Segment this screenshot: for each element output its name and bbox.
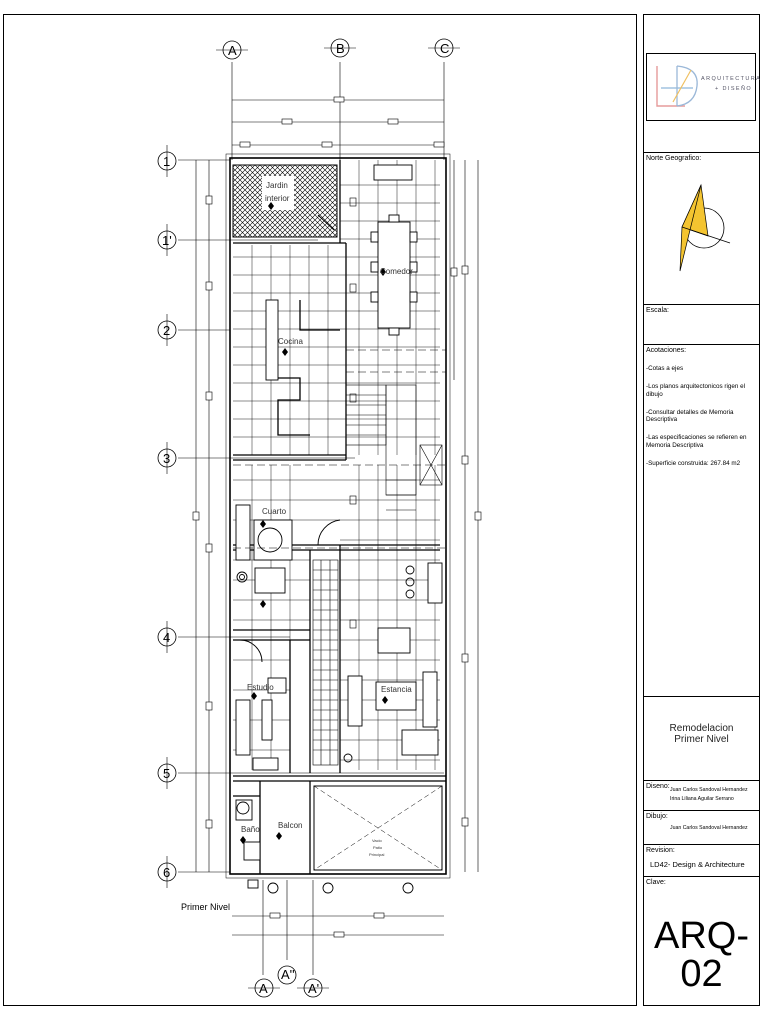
logo-text-diseno: + DISEÑO <box>715 86 753 92</box>
revision-cell <box>644 845 759 877</box>
room-label-estudio: Estudio <box>247 683 274 692</box>
scale-cell <box>644 305 759 345</box>
axis-label-a-bottom: A <box>259 981 268 996</box>
note-especificaciones: -Las especificaciones se refieren en Memoria Descriptiva <box>646 434 747 450</box>
notes-label: Acotaciones: <box>646 347 687 354</box>
design-cell <box>644 781 759 811</box>
design-label: Diseno: <box>646 783 670 790</box>
note-detalles: -Consultar detalles de Memoria Descriptiva <box>646 408 734 424</box>
axis-label-a: A <box>228 43 237 58</box>
level-label: Primer Nivel <box>181 902 231 912</box>
note-planos: -Los planos arquitectonicos rigen el dibujo <box>646 382 746 398</box>
logo-cell <box>644 15 762 153</box>
key-label: Clave: <box>646 879 666 886</box>
axis-label-b: B <box>336 41 345 56</box>
axis-label-4: 4 <box>163 630 171 645</box>
drawing-cell <box>644 811 759 845</box>
room-label-jardin-interior: interior <box>265 194 290 203</box>
project-title-line1: Remodelacion <box>669 723 734 734</box>
axis-label-c: C <box>440 41 450 56</box>
room-label-patio: Patio <box>373 845 383 850</box>
north-arrow-icon <box>674 183 734 273</box>
revision-value: LD42- Design & Architecture <box>650 860 745 869</box>
designer-name-2: Irina Liliana Aguilar Serrano <box>670 796 734 802</box>
axis-label-6: 6 <box>163 865 171 880</box>
room-label-balcon: Balcon <box>278 821 303 830</box>
notes-cell <box>644 345 759 697</box>
axis-label-3: 3 <box>163 451 171 466</box>
axis-label-1-prime: 1' <box>162 233 172 248</box>
room-label-cocina: Cocina <box>278 337 303 346</box>
note-cotas: -Cotas a ejes <box>646 365 684 372</box>
axis-label-2: 2 <box>163 323 171 338</box>
drawing-key: ARQ-02 <box>654 915 749 995</box>
scale-label: Escala: <box>646 307 669 314</box>
north-label: Norte Geografico: <box>646 155 702 162</box>
room-label-bano: Baño <box>241 825 260 834</box>
designer-name-1: Juan Carlos Sandoval Hernandez <box>670 787 748 793</box>
title-block <box>643 14 760 1006</box>
project-title-line2: Primer Nivel <box>674 734 729 745</box>
room-label-comedor: Comedor <box>380 267 413 276</box>
note-superficie: -Superficie construida: 267.84 m2 <box>646 460 741 468</box>
axis-label-a-prime: A' <box>308 981 320 996</box>
north-cell <box>644 153 759 305</box>
axis-label-a-double-prime: A'' <box>281 967 295 982</box>
room-label-jardin: Jardin <box>266 181 288 190</box>
room-label-cuarto: Cuarto <box>262 507 287 516</box>
axis-label-1: 1 <box>163 154 171 169</box>
project-title-cell <box>644 697 759 781</box>
drawer-name: Juan Carlos Sandoval Hernandez <box>670 825 748 831</box>
logo-text-arquitectura: ARQUITECTURA <box>701 76 762 82</box>
room-label-estancia: Estancia <box>381 685 412 694</box>
logo-box <box>646 53 762 121</box>
room-label-vacio: Vacio <box>372 838 382 843</box>
key-cell <box>644 877 759 1005</box>
drawing-label: Dibujo: <box>646 813 668 820</box>
revision-label: Revision: <box>646 847 675 854</box>
room-label-principal: Principal <box>369 852 385 857</box>
axis-label-5: 5 <box>163 766 171 781</box>
